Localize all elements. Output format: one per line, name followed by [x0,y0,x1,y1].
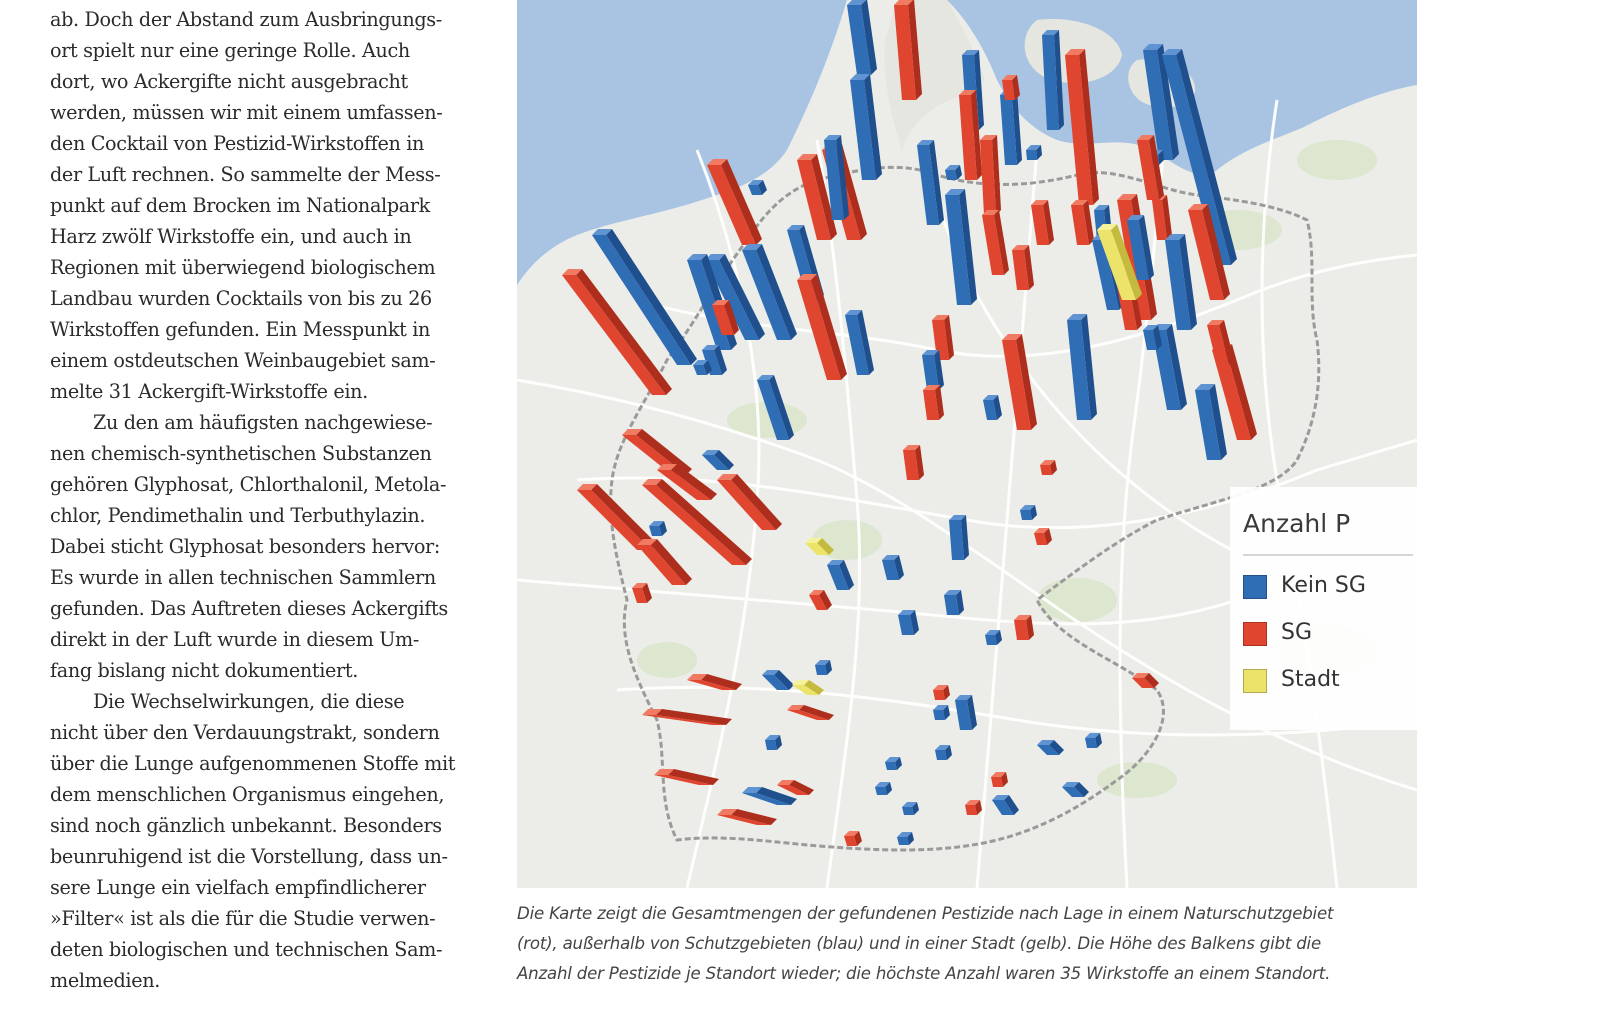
legend-label: SG [1281,620,1313,645]
article-line: chlor, Pendimethalin und Terbuthylazin. [50,504,426,527]
bar-front-face [1026,150,1037,160]
article-line: Die Wechselwirkungen, die diese [93,690,405,713]
legend-swatch-stadt [1243,669,1267,693]
forest-patch [1097,762,1177,798]
bar-front-face [885,762,897,770]
article-line: werden, müssen wir mit einem umfassen- [50,101,443,124]
article-line: Regionen mit überwiegend biologischem [50,256,436,279]
article-line: punkt auf dem Brocken im Nationalpark [50,194,430,217]
bar-front-face [765,740,777,750]
bar-front-face [1040,465,1052,475]
article-line: einem ostdeutschen Weinbaugebiet sam- [50,349,436,372]
article-line: der Luft rechnen. So sammelte der Mess- [50,163,441,186]
article-line: Wirkstoffen gefunden. Ein Messpunkt in [50,318,431,341]
kein-sg-bar [949,515,969,560]
article-line: fang bislang nicht dokumentiert. [50,659,358,682]
pesticide-map-figure [517,0,1417,888]
article-line: sind noch gänzlich unbekannt. Besonders [50,814,442,837]
caption-line: Anzahl der Pestizide je Standort wieder; die höchste Anzahl waren 35 Wirkstoffe an einem Standort. [517,964,1331,983]
sg-bar [1034,528,1052,545]
article-line: deten biologischen und technischen Sam- [50,938,443,961]
article-line: gefunden. Das Auftreten dieses Ackergifts [50,597,448,620]
article-line: gehören Glyphosat, Chlorthalonil, Metola- [50,473,447,496]
bar-front-face [897,837,909,845]
article-line: sere Lunge ein vielfach empfindlicherer [50,876,426,899]
caption-line: Die Karte zeigt die Gesamtmengen der gefundenen Pestizide nach Lage in einem Naturschutzgebiet [517,904,1334,923]
bar-front-face [815,665,827,675]
bar-front-face [1085,738,1097,748]
sg-bar [1002,75,1020,100]
bar-front-face [902,807,914,815]
article-text-column [50,4,495,996]
bar-front-face [933,690,945,700]
article-line: über die Lunge aufgenommenen Stoffe mit [50,752,456,775]
bar-front-face [1020,510,1032,520]
legend-label: Stadt [1281,667,1340,692]
legend-label: Kein SG [1281,573,1366,598]
article-line: den Cocktail von Pestizid-Wirkstoffen in [50,132,425,155]
article-line: Dabei sticht Glyphosat besonders hervor: [50,535,440,558]
sg-bar [1014,615,1034,640]
article-line: ab. Doch der Abstand zum Ausbringungs- [50,8,442,31]
article-line: melmedien. [50,969,160,992]
article-line: direkt in der Luft wurde in diesem Um- [50,628,419,651]
forest-patch [637,642,697,678]
bar-front-face [945,170,957,180]
article-line: Es wurde in allen technischen Sammlern [50,566,436,589]
article-line: ort spielt nur eine geringe Rolle. Auch [50,39,410,62]
pesticide-map [517,0,1417,888]
legend-divider [1243,554,1413,556]
kein-sg-bar [944,590,964,615]
article-line: Landbau wurden Cocktails von bis zu 26 [50,287,432,310]
article-line: nicht über den Verdauungstrakt, sondern [50,721,440,744]
map-legend [1230,487,1417,730]
article-line: dort, wo Ackergifte nicht ausgebracht [50,70,408,93]
bar-front-face [875,787,887,795]
article-line: melte 31 Ackergift-Wirkstoffe ein. [50,380,368,403]
caption-line: (rot), außerhalb von Schutzgebieten (blau) und in einer Stadt (gelb). Die Höhe des Balkens gibt die [517,934,1321,953]
figure-caption [517,899,1417,989]
forest-patch [1297,140,1377,180]
article-line: dem menschlichen Organismus eingehen, [50,783,445,806]
bar-front-face [935,750,947,760]
bar-front-face [985,635,997,645]
bar-front-face [933,710,945,720]
legend-title: Anzahl P [1243,509,1351,538]
article-line: Harz zwölf Wirkstoffe ein, und auch in [50,225,412,248]
article-line: »Filter« ist als die für die Studie verwen- [50,907,436,930]
bar-front-face [965,805,977,815]
article-line: nen chemisch-synthetischen Substanzen [50,442,432,465]
legend-swatch-kein-sg [1243,575,1267,599]
article-line: beunruhigend ist die Vorstellung, dass un- [50,845,448,868]
article-line: Zu den am häufigsten nachgewiese- [93,411,433,434]
bar-front-face [991,777,1003,787]
legend-swatch-sg [1243,622,1267,646]
